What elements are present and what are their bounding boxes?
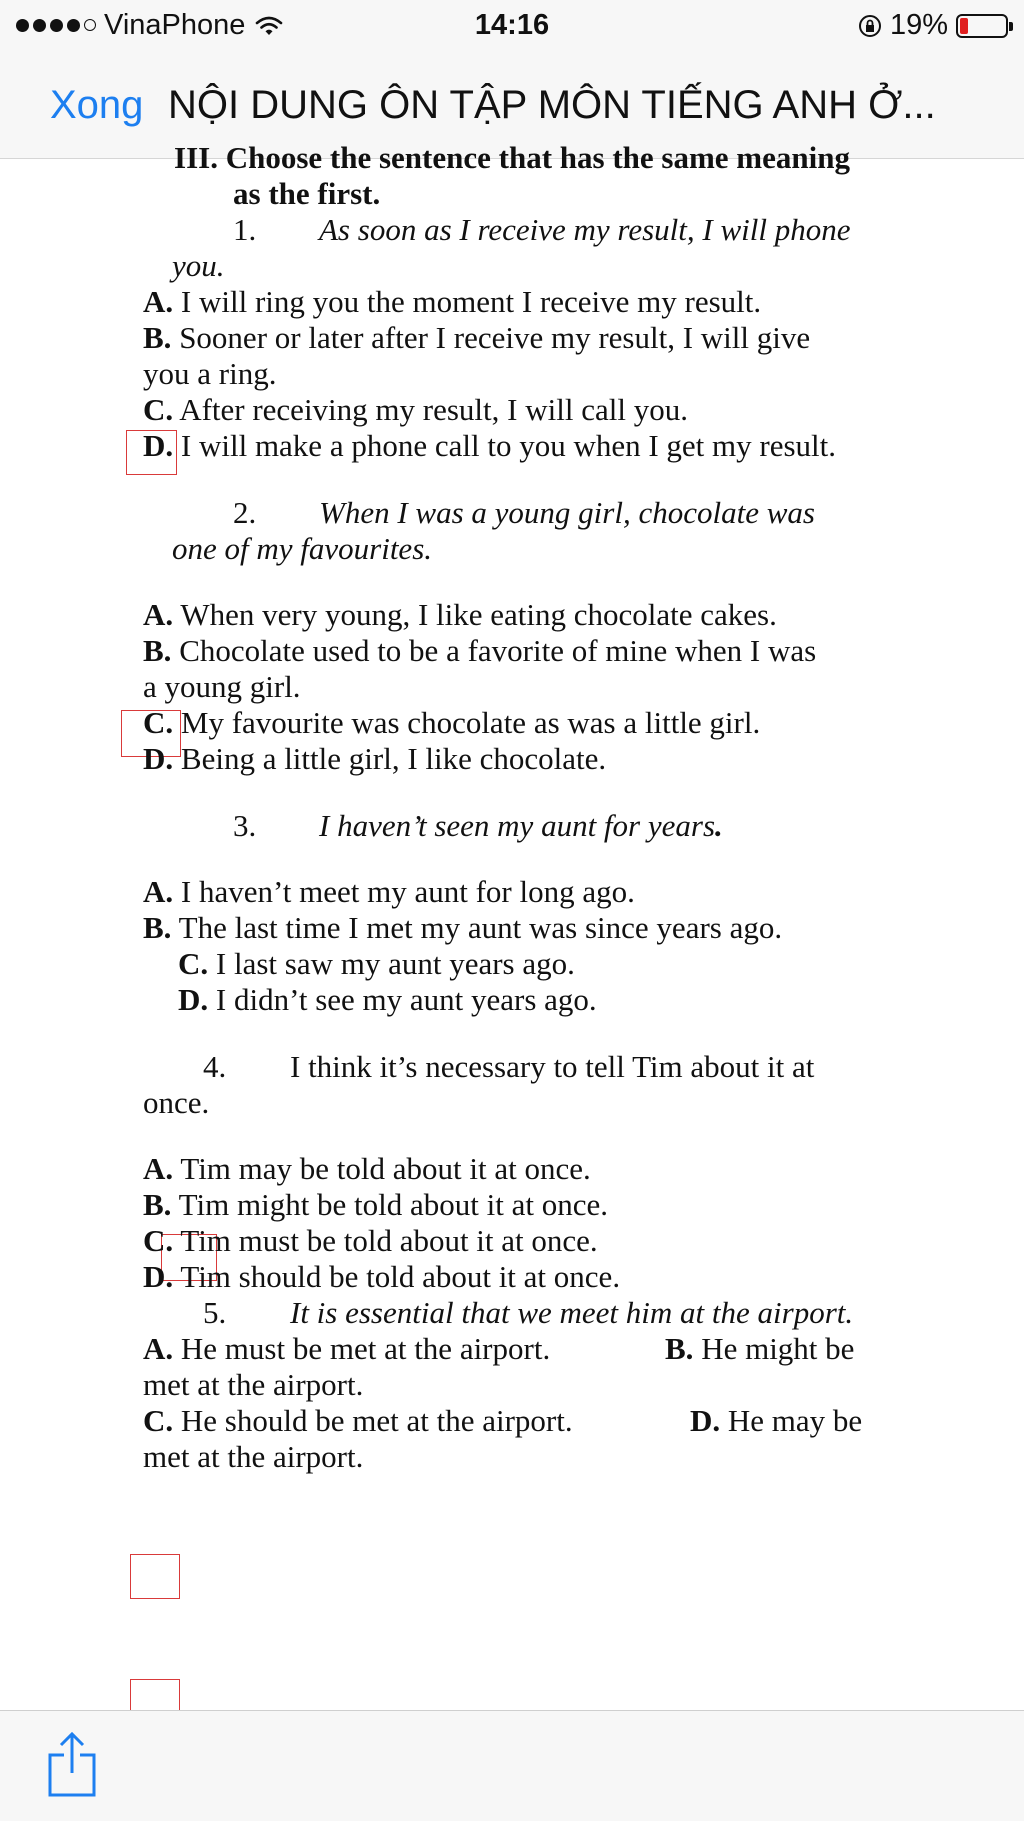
option-text: Tim must be told about it at once. <box>180 1223 598 1258</box>
status-right <box>858 9 1008 42</box>
battery-percent: 19% <box>889 9 948 41</box>
question-2-number: 2. <box>233 495 257 530</box>
question-4-prompt: I think it’s necessary to tell Tim about it at <box>290 1049 815 1084</box>
option-letter: D. <box>690 1403 721 1438</box>
option-letter: A. <box>143 597 174 632</box>
document-title: NỘI DUNG ÔN TẬP MÔN TIẾNG ANH Ở... <box>168 83 936 127</box>
section-heading-line2: as the first. <box>233 176 381 211</box>
q1-option-d[interactable] <box>143 425 836 467</box>
option-letter: C. <box>143 705 174 740</box>
option-text: He must be met at the airport. <box>180 1331 551 1366</box>
option-text: I haven’t meet my aunt for long ago. <box>180 874 635 909</box>
option-text: Tim may be told about it at once. <box>180 1151 591 1186</box>
option-text: Sooner or later after I receive my result, I will give <box>179 320 811 355</box>
option-text: When very young, I like eating chocolate cakes. <box>180 597 777 632</box>
section-number: III. <box>174 140 218 175</box>
option-text: Tim might be told about it at once. <box>178 1187 609 1222</box>
question-3-number: 3. <box>233 808 257 843</box>
option-letter: C. <box>143 1403 174 1438</box>
question-1-prompt: As soon as I receive my result, I will phone <box>319 212 851 247</box>
q5-option-b-cont: met at the airport. <box>143 1367 364 1402</box>
q2-option-b-cont: a young girl. <box>143 669 301 704</box>
option-letter: B. <box>143 1187 172 1222</box>
option-letter: C. <box>143 392 174 427</box>
document-page[interactable] <box>0 140 1024 1709</box>
answer-mark-q4 <box>130 1554 180 1599</box>
q5-option-d[interactable] <box>690 1400 862 1442</box>
option-text: Chocolate used to be a favorite of mine when I was <box>179 633 817 668</box>
rotation-lock-icon <box>858 14 882 38</box>
question-4-prompt-cont: once. <box>143 1085 210 1120</box>
question-5-number: 5. <box>203 1295 227 1330</box>
option-letter: A. <box>143 1331 174 1366</box>
q2-option-d[interactable] <box>143 738 606 780</box>
option-text: I last saw my aunt years ago. <box>215 946 575 981</box>
question-5-prompt: It is essential that we meet him at the airport. <box>290 1295 854 1330</box>
option-letter: B. <box>665 1331 694 1366</box>
q1-option-b-cont: you a ring. <box>143 356 277 391</box>
option-text: I didn’t see my aunt years ago. <box>215 982 597 1017</box>
bottom-toolbar <box>0 1710 1024 1821</box>
option-text: My favourite was chocolate as was a little girl. <box>180 705 761 740</box>
option-text: He might be <box>701 1331 855 1366</box>
q5-option-d-cont: met at the airport. <box>143 1439 364 1474</box>
option-text: I will ring you the moment I receive my result. <box>180 284 762 319</box>
option-text: I will make a phone call to you when I get my result. <box>180 428 837 463</box>
section-heading-line1: Choose the sentence that has the same meaning <box>225 140 850 175</box>
question-3-prompt-end: . <box>715 808 723 843</box>
option-letter: D. <box>143 1259 174 1294</box>
done-button[interactable]: Xong <box>50 83 144 127</box>
share-icon[interactable] <box>46 1731 98 1799</box>
option-text: After receiving my result, I will call you. <box>179 392 688 427</box>
carrier-label: VinaPhone <box>104 9 246 41</box>
option-letter: B. <box>143 633 172 668</box>
option-letter: C. <box>143 1223 174 1258</box>
option-letter: B. <box>143 320 172 355</box>
option-text: He should be met at the airport. <box>180 1403 573 1438</box>
question-3-prompt <box>319 805 723 847</box>
option-letter: C. <box>178 946 209 981</box>
question-1-number: 1. <box>233 212 257 247</box>
option-text: The last time I met my aunt was since years ago. <box>178 910 783 945</box>
question-3-prompt-text: I haven’t seen my aunt for years <box>319 808 716 843</box>
question-1-prompt-cont: you. <box>172 248 225 283</box>
question-2-prompt-cont: one of my favourites. <box>172 531 433 566</box>
option-letter: D. <box>143 428 174 463</box>
clock: 14:16 <box>474 9 550 41</box>
question-2-prompt: When I was a young girl, chocolate was <box>319 495 815 530</box>
q3-option-d[interactable] <box>178 979 597 1021</box>
battery-icon <box>956 14 1008 38</box>
option-text: Tim should be told about it at once. <box>180 1259 621 1294</box>
q5-option-b[interactable] <box>665 1328 854 1370</box>
option-letter: D. <box>178 982 209 1017</box>
question-4-number: 4. <box>203 1049 227 1084</box>
option-letter: D. <box>143 741 174 776</box>
option-text: Being a little girl, I like chocolate. <box>180 741 607 776</box>
option-letter: A. <box>143 1151 174 1186</box>
status-bar <box>0 0 1024 52</box>
option-text: He may be <box>727 1403 863 1438</box>
option-letter: A. <box>143 874 174 909</box>
option-letter: A. <box>143 284 174 319</box>
option-letter: B. <box>143 910 172 945</box>
